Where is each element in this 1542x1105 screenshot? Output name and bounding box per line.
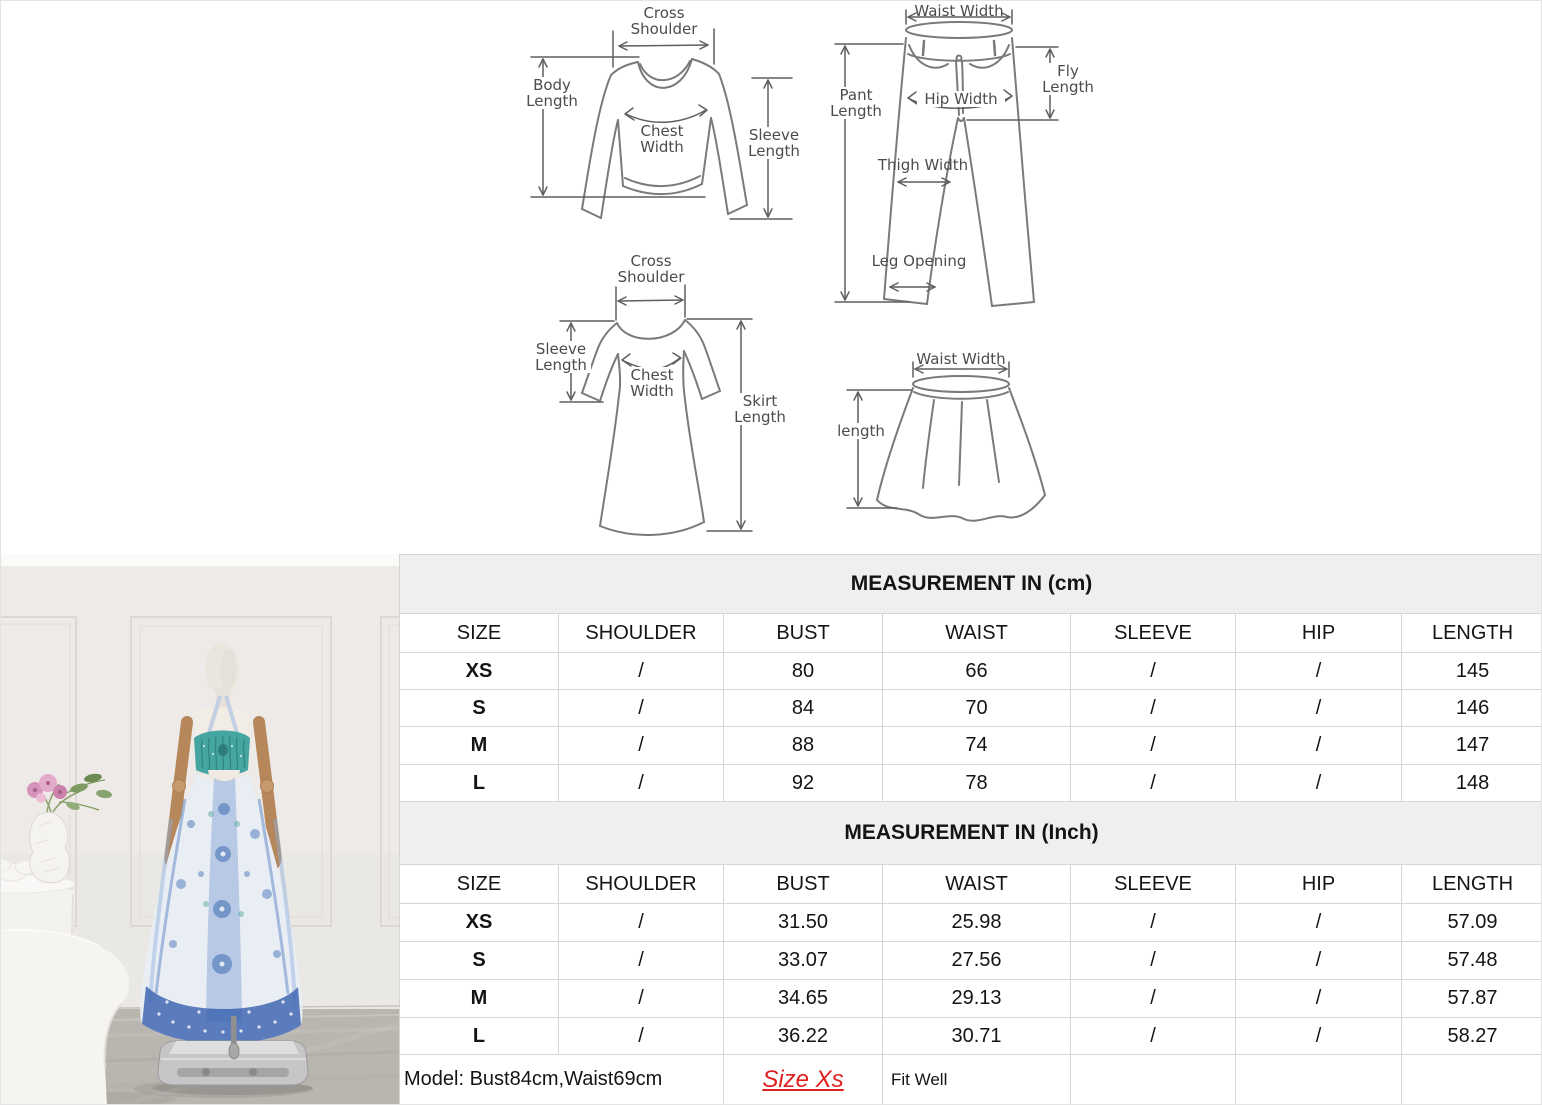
model-measurements: Model: Bust84cm,Waist69cm — [400, 1055, 724, 1105]
cm-col-size: SIZE — [400, 614, 559, 653]
value-cell: 34.65 — [724, 980, 883, 1018]
size-label: M — [400, 727, 559, 765]
value-cell: / — [559, 765, 724, 802]
value-cell: / — [559, 1018, 724, 1055]
cm-col-shoulder: SHOULDER — [559, 614, 724, 653]
inch-row-m — [400, 980, 1542, 1018]
value-cell: 58.27 — [1402, 1018, 1542, 1055]
value-cell: / — [1071, 942, 1236, 980]
label-pants-hip-width: Hip Width — [917, 91, 1005, 107]
inch-col-shoulder: SHOULDER — [559, 865, 724, 904]
value-cell: 148 — [1402, 765, 1542, 802]
dress-measure-arrows — [560, 285, 752, 531]
label-pants-waist-width: Waist Width — [914, 2, 1004, 20]
value-cell: / — [1236, 690, 1402, 727]
dress-outline — [582, 320, 720, 535]
size-label: L — [400, 765, 559, 802]
measurement-diagrams-section — [1, 1, 1542, 554]
cm-col-waist: WAIST — [883, 614, 1071, 653]
value-cell: 57.09 — [1402, 904, 1542, 942]
inch-header-row — [400, 865, 1542, 904]
value-cell: 36.22 — [724, 1018, 883, 1055]
value-cell: / — [1236, 765, 1402, 802]
value-cell: / — [1071, 727, 1236, 765]
value-cell: 30.71 — [883, 1018, 1071, 1055]
value-cell: / — [1071, 653, 1236, 690]
inch-col-waist: WAIST — [883, 865, 1071, 904]
value-cell: 27.56 — [883, 942, 1071, 980]
value-cell: 78 — [883, 765, 1071, 802]
value-cell: / — [559, 942, 724, 980]
value-cell: / — [1071, 980, 1236, 1018]
value-cell: 66 — [883, 653, 1071, 690]
size-label: XS — [400, 653, 559, 690]
label-pants-thigh-width: Thigh Width — [877, 156, 969, 174]
cm-row-s — [400, 690, 1542, 727]
label-pants-leg-opening: Leg Opening — [871, 252, 967, 270]
value-cell: / — [1071, 765, 1236, 802]
value-cell: / — [1071, 1018, 1236, 1055]
value-cell: / — [1236, 1018, 1402, 1055]
skirt-diagram — [821, 341, 1091, 541]
size-label: S — [400, 690, 559, 727]
cm-table-title-row — [400, 555, 1542, 614]
inch-row-l — [400, 1018, 1542, 1055]
label-dress-cross-shoulder: Cross Shoulder — [617, 252, 685, 286]
inch-col-hip: HIP — [1236, 865, 1402, 904]
label-skirt-length: length — [834, 423, 888, 439]
cm-col-hip: HIP — [1236, 614, 1402, 653]
skirt-outline — [877, 376, 1045, 521]
empty-cell — [1236, 1055, 1402, 1105]
inch-table-title-row — [400, 802, 1542, 865]
label-sweater-body-length: Body Length — [526, 76, 578, 110]
label-pants-fly-length: Fly Length — [1039, 63, 1097, 95]
model-fit-note: Fit Well — [883, 1055, 1071, 1105]
value-cell: 33.07 — [724, 942, 883, 980]
value-cell: 25.98 — [883, 904, 1071, 942]
value-cell: / — [1236, 904, 1402, 942]
size-chart-table — [399, 554, 1542, 1105]
value-cell: / — [1071, 904, 1236, 942]
size-label: XS — [400, 904, 559, 942]
inch-col-size: SIZE — [400, 865, 559, 904]
label-sweater-cross-shoulder: Cross Shoulder — [630, 4, 698, 38]
size-label: S — [400, 942, 559, 980]
value-cell: 84 — [724, 690, 883, 727]
value-cell: / — [559, 904, 724, 942]
value-cell: 145 — [1402, 653, 1542, 690]
empty-cell — [1402, 1055, 1542, 1105]
value-cell: 80 — [724, 653, 883, 690]
label-dress-chest-width: Chest Width — [626, 367, 678, 399]
size-label: M — [400, 980, 559, 1018]
inch-col-length: LENGTH — [1402, 865, 1542, 904]
model-size-worn: Size Xs — [724, 1055, 883, 1105]
value-cell: / — [1236, 980, 1402, 1018]
value-cell: / — [559, 690, 724, 727]
cm-col-sleeve: SLEEVE — [1071, 614, 1236, 653]
cm-row-m — [400, 727, 1542, 765]
value-cell: 92 — [724, 765, 883, 802]
value-cell: / — [559, 727, 724, 765]
value-cell: 146 — [1402, 690, 1542, 727]
value-cell: / — [1071, 690, 1236, 727]
value-cell: 31.50 — [724, 904, 883, 942]
inch-row-s — [400, 942, 1542, 980]
cm-col-bust: BUST — [724, 614, 883, 653]
value-cell: 29.13 — [883, 980, 1071, 1018]
label-sweater-sleeve-length: Sleeve Length — [748, 126, 800, 160]
value-cell: / — [1236, 942, 1402, 980]
empty-cell — [1071, 1055, 1236, 1105]
cm-header-row — [400, 614, 1542, 653]
value-cell: 74 — [883, 727, 1071, 765]
label-sweater-chest-width: Chest Width — [640, 122, 684, 156]
cm-table-title: MEASUREMENT IN (cm) — [400, 555, 1542, 614]
label-skirt-waist-width: Waist Width — [916, 350, 1006, 368]
product-photo — [1, 554, 399, 1105]
label-pants-pant-length: Pant Length — [825, 87, 887, 119]
pants-belt-loops — [923, 41, 995, 55]
inch-table-title: MEASUREMENT IN (Inch) — [400, 802, 1542, 865]
value-cell: / — [1236, 727, 1402, 765]
label-dress-sleeve-length: Sleeve Length — [531, 341, 591, 373]
product-photo-scene — [1, 554, 399, 1105]
value-cell: / — [559, 653, 724, 690]
label-dress-skirt-length: Skirt Length — [731, 393, 789, 425]
value-cell: 70 — [883, 690, 1071, 727]
dress-bandeau-top — [194, 731, 250, 777]
model-info-row — [400, 1055, 1542, 1105]
value-cell: / — [559, 980, 724, 1018]
value-cell: 57.48 — [1402, 942, 1542, 980]
inch-col-sleeve: SLEEVE — [1071, 865, 1236, 904]
cm-row-xs — [400, 653, 1542, 690]
cm-row-l — [400, 765, 1542, 802]
inch-col-bust: BUST — [724, 865, 883, 904]
value-cell: 57.87 — [1402, 980, 1542, 1018]
value-cell: 147 — [1402, 727, 1542, 765]
cm-col-length: LENGTH — [1402, 614, 1542, 653]
inch-row-xs — [400, 904, 1542, 942]
size-label: L — [400, 1018, 559, 1055]
value-cell: / — [1236, 653, 1402, 690]
value-cell: 88 — [724, 727, 883, 765]
